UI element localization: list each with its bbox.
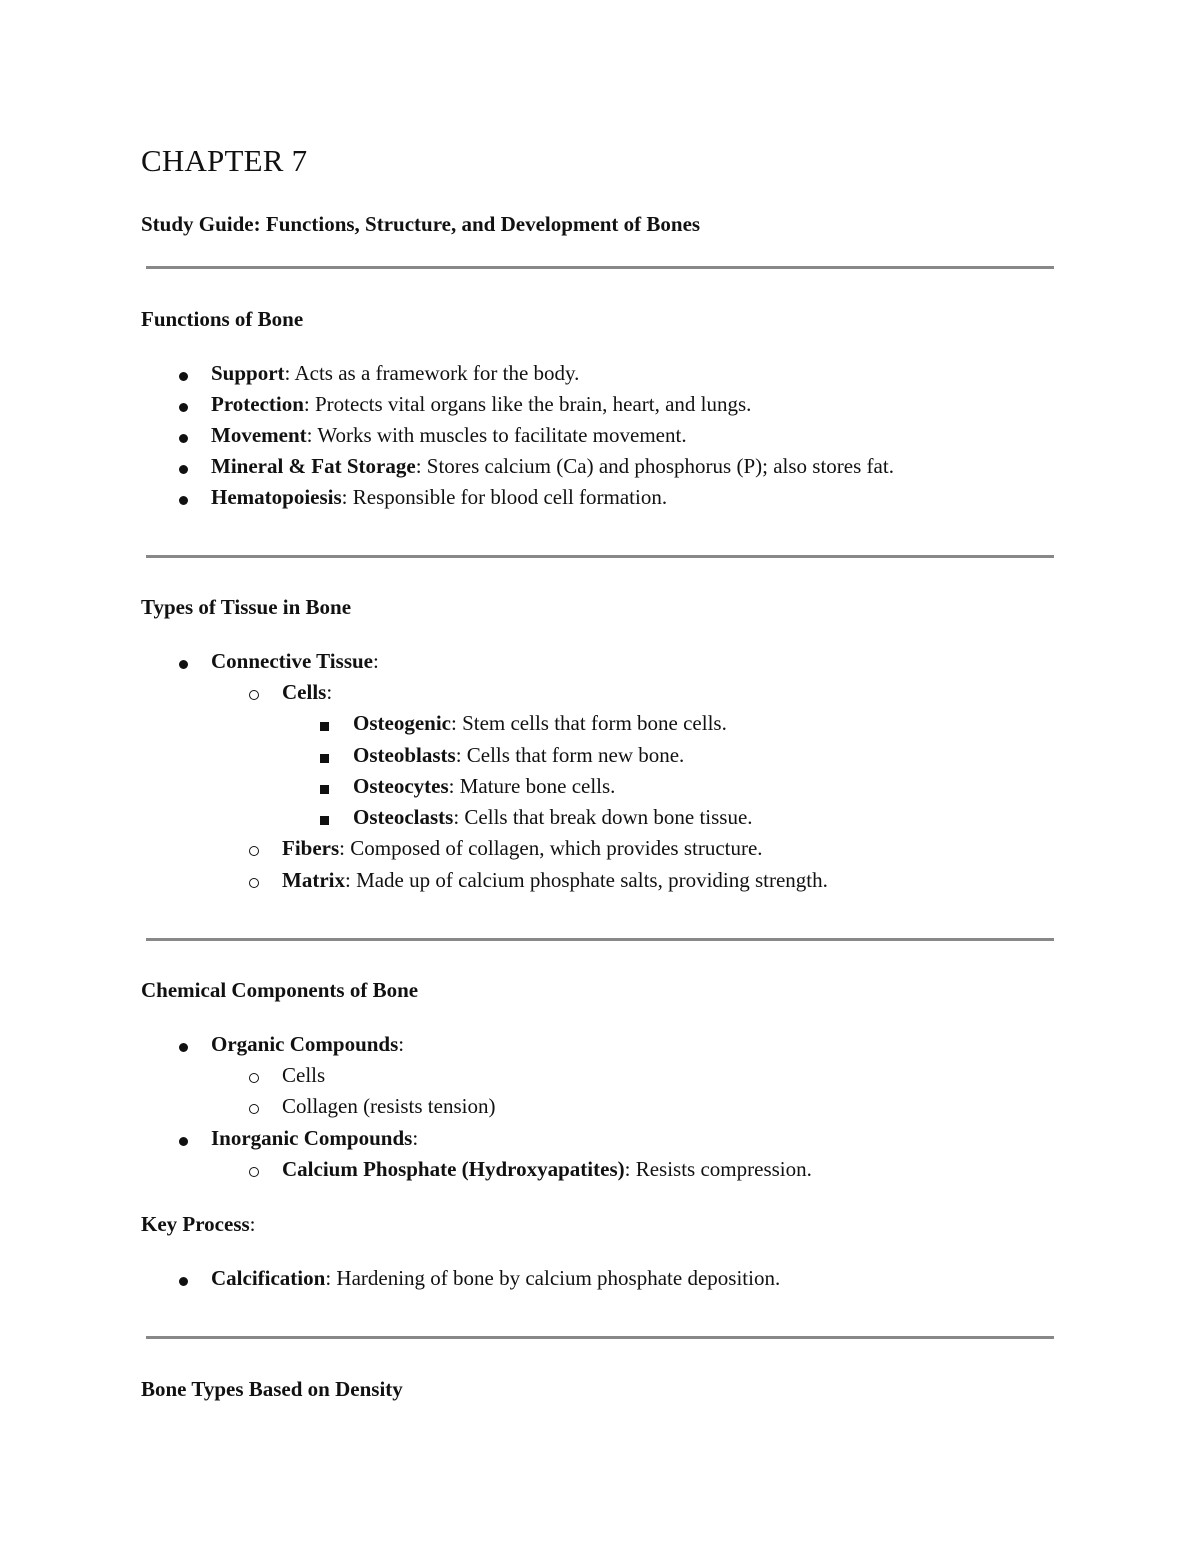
list-item: Calcium Phosphate (Hydroxyapatites): Resists compression. xyxy=(282,1157,812,1181)
section-divider xyxy=(146,266,1054,269)
bullet-dot-icon xyxy=(179,362,188,388)
list-item: Mineral & Fat Storage: Stores calcium (Ca) and phosphorus (P); also stores fat. xyxy=(211,454,894,478)
list-item: Organic Compounds: xyxy=(211,1032,405,1056)
list-item: Fibers: Composed of collagen, which provides structure. xyxy=(282,836,763,860)
bullet-dot-icon xyxy=(179,486,188,512)
section-divider xyxy=(146,555,1054,558)
list-item: Calcification: Hardening of bone by calcium phosphate deposition. xyxy=(211,1266,781,1290)
chemical-heading: Chemical Components of Bone xyxy=(141,978,419,1002)
bullet-dot-icon xyxy=(179,1033,188,1059)
tissue-heading: Types of Tissue in Bone xyxy=(141,595,352,619)
document-subtitle: Study Guide: Functions, Structure, and Development of Bones xyxy=(141,212,701,236)
list-item: Osteoclasts: Cells that break down bone tissue. xyxy=(353,805,753,829)
bullet-square-icon xyxy=(320,806,329,832)
bullet-dot-icon xyxy=(179,1127,188,1153)
list-item: Protection: Protects vital organs like the brain, heart, and lungs. xyxy=(211,392,752,416)
list-item: Osteocytes: Mature bone cells. xyxy=(353,774,616,798)
chapter-title: CHAPTER 7 xyxy=(141,143,308,178)
bullet-circle-icon xyxy=(249,869,259,895)
list-item: Inorganic Compounds: xyxy=(211,1126,419,1150)
bullet-dot-icon xyxy=(179,393,188,419)
bullet-square-icon xyxy=(320,775,329,801)
bullet-circle-icon xyxy=(249,837,259,863)
bullet-square-icon xyxy=(320,744,329,770)
list-item: Support: Acts as a framework for the body. xyxy=(211,361,580,385)
list-item: Cells: xyxy=(282,680,333,704)
list-item: Osteogenic: Stem cells that form bone cells. xyxy=(353,711,727,735)
bullet-dot-icon xyxy=(179,424,188,450)
list-item: Collagen (resists tension) xyxy=(282,1094,496,1118)
bullet-circle-icon xyxy=(249,1158,259,1184)
bullet-dot-icon xyxy=(179,455,188,481)
list-item: Matrix: Made up of calcium phosphate salts, providing strength. xyxy=(282,868,828,892)
functions-heading: Functions of Bone xyxy=(141,307,304,331)
section-divider xyxy=(146,1336,1054,1339)
bullet-circle-icon xyxy=(249,681,259,707)
key-process-label: Key Process: xyxy=(141,1212,256,1236)
bullet-square-icon xyxy=(320,712,329,738)
bullet-circle-icon xyxy=(249,1064,259,1090)
list-item: Cells xyxy=(282,1063,326,1087)
bullet-dot-icon xyxy=(179,650,188,676)
list-item: Osteoblasts: Cells that form new bone. xyxy=(353,743,685,767)
bullet-circle-icon xyxy=(249,1095,259,1121)
list-item: Hematopoiesis: Responsible for blood cell formation. xyxy=(211,485,668,509)
bullet-dot-icon xyxy=(179,1267,188,1293)
list-item: Connective Tissue: xyxy=(211,649,379,673)
list-item: Movement: Works with muscles to facilitate movement. xyxy=(211,423,687,447)
density-heading: Bone Types Based on Density xyxy=(141,1377,403,1401)
section-divider xyxy=(146,938,1054,941)
